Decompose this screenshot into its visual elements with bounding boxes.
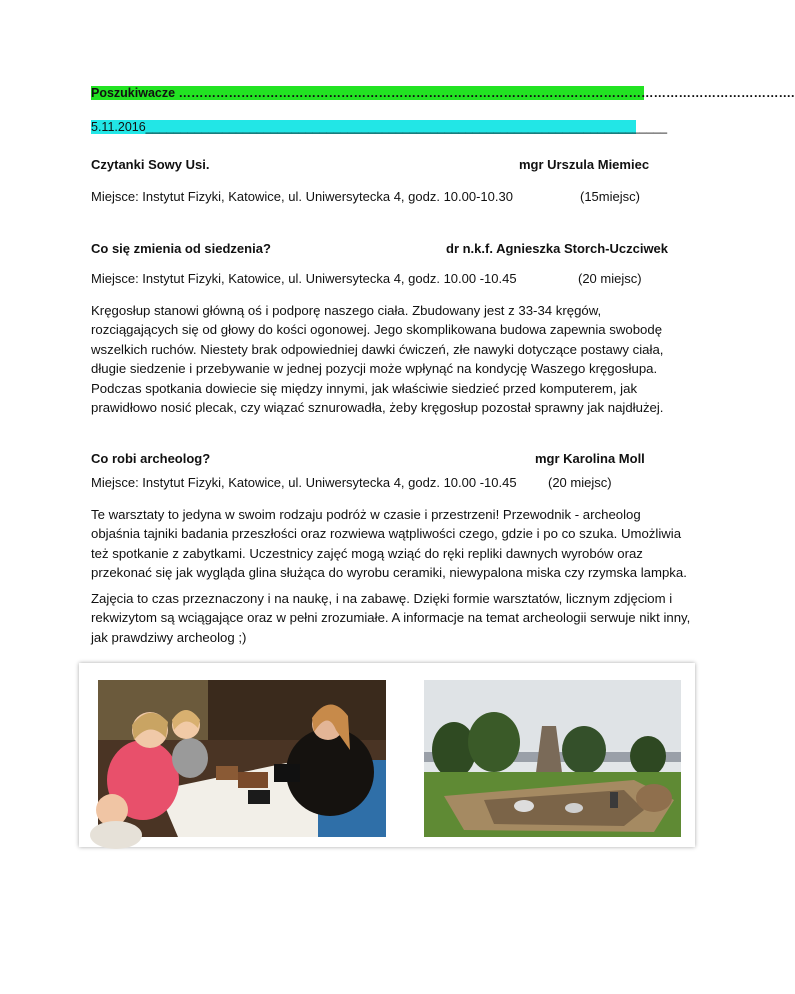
event-seats: (15miejsc) [580, 189, 640, 204]
event-title: Co robi archeolog? [91, 451, 211, 466]
excavation-site-photo [424, 680, 681, 837]
photo-strip [79, 663, 695, 847]
event-presenter: mgr Karolina Moll [535, 451, 645, 466]
event-description: Kręgosłup stanowi główną oś i podporę naszego ciała. Zbudowany jest z 33-34 kręgów, rozciągających się od głowy do kości ogonowej. Jego skomplikowana budowa zapewnia swobodę wszelkich ruchów. Niestety brak odpowiedniej dawki ćwiczeń, złe nawyki dotyczące postawy ciała, długie siedzenie i przebywanie w jednej pozycji może wpłynąć na kondycję Waszego kręgosłupa. Podczas spotkania dowiecie się między innymi, jak właściwie siedzieć przed komputerem, jak prawidłowo nosić plecak, czy wiązać sznurowadła, żeby kręgosłup pozostał sprawny jak najdłużej. [91, 303, 664, 416]
event-presenter: dr n.k.f. Agnieszka Storch-Uczciwek [446, 241, 669, 256]
event-place: Miejsce: Instytut Fizyki, Katowice, ul. Uniwersytecka 4, godz. 10.00 -10.45 [91, 271, 517, 286]
event-title: Co się zmienia od siedzenia? [91, 241, 271, 256]
event-place: Miejsce: Instytut Fizyki, Katowice, ul. Uniwersytecka 4, godz. 10.00 -10.45 [91, 475, 517, 490]
event-title: Czytanki Sowy Usi. [91, 157, 210, 172]
program-title: Poszukiwacze …………………………………………………………………………………………………………………………………. [91, 86, 795, 100]
event-presenter: mgr Urszula Miemiec [519, 157, 650, 172]
event-place: Miejsce: Instytut Fizyki, Katowice, ul. Uniwersytecka 4, godz. 10.00-10.30 [91, 189, 513, 204]
event-seats: (20 miejsc) [578, 271, 642, 286]
event-description-2: Zajęcia to czas przeznaczony i na naukę, i na zabawę. Dzięki formie warsztatów, licznym zdjęciom i rekwizytom są wciągające oraz w pełni zrozumiałe. A informacje na temat archeologii serwuje nikt inny, jak prawdziwy archeolog ;) [91, 591, 691, 645]
children-workshop-photo [98, 680, 386, 837]
event-description: Te warsztaty to jedyna w swoim rodzaju podróż w czasie i przestrzeni! Przewodnik - archeolog objaśnia tajniki badania przeszłości oraz rozwiewa wątpliwości czego, gdzie i po co szuka. Umożliwia też spotkanie z zabytkami. Uczestnicy zajęć mogą wziąć do ręki repliki dawnych wyrobów oraz przekonać się jak wygląda glina służąca do wyrobu ceramiki, niewypalona miska czy rzymska lampka. [91, 507, 687, 581]
event-seats: (20 miejsc) [548, 475, 612, 490]
program-date: 5.11.2016___________________________________________________________________________ [91, 120, 668, 134]
